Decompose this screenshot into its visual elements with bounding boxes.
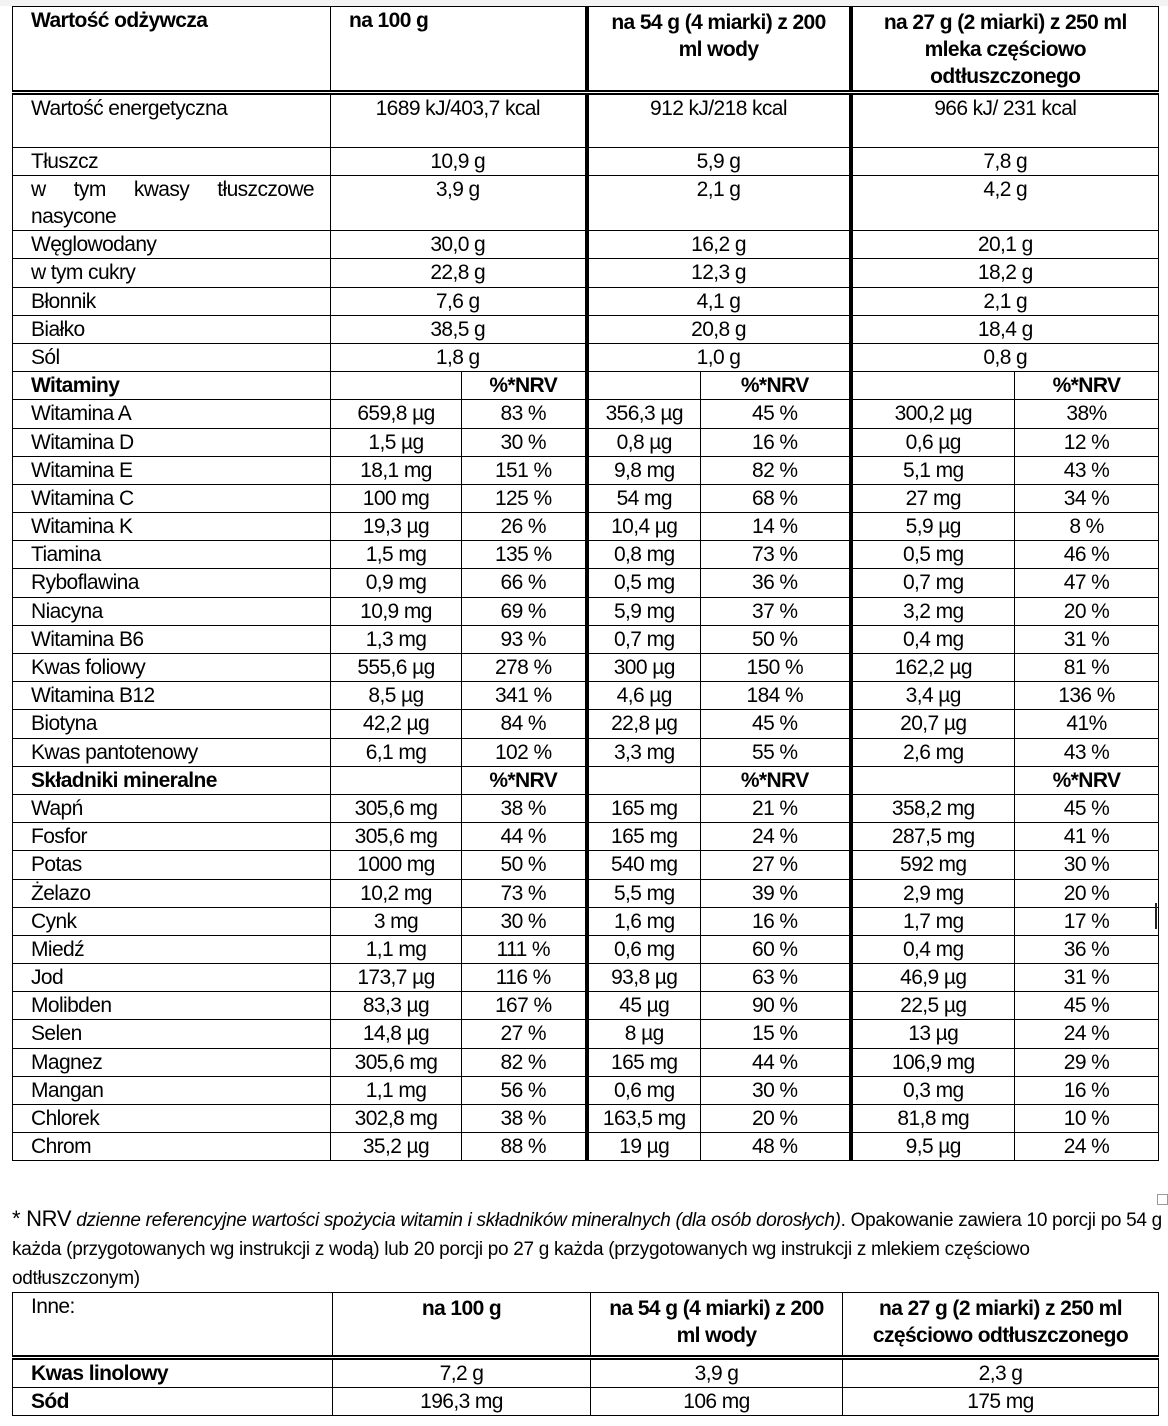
nrv-value: 151 %: [462, 456, 587, 484]
amount-value: 302,8 mg: [331, 1105, 462, 1133]
other-row: [13, 1388, 1159, 1416]
header-per-27g: na 27 g (2 miarki) z 250 ml mleka częściowo odtłuszczonego: [851, 7, 1159, 93]
other-value: 7,2 g: [333, 1358, 591, 1388]
nrv-value: 41 %: [1015, 823, 1159, 851]
nrv-value: 60 %: [701, 935, 851, 963]
amount-value: 0,4 mg: [851, 935, 1015, 963]
amount-value: 1,1 mg: [331, 1076, 462, 1104]
vitamin-row: [13, 541, 1159, 569]
nrv-value: 88 %: [462, 1133, 587, 1161]
header-per-54g: na 54 g (4 miarki) z 200 ml wody: [587, 7, 851, 93]
energy-row: [13, 93, 1159, 148]
macro-value: 16,2 g: [587, 231, 851, 259]
nrv-value: 341 %: [462, 682, 587, 710]
vitamin-row: [13, 597, 1159, 625]
energy-value: 966 kJ/ 231 kcal: [851, 93, 1159, 148]
other-label: Kwas linolowy: [13, 1358, 333, 1388]
vitamin-label: Kwas foliowy: [13, 654, 331, 682]
nrv-value: 45 %: [701, 710, 851, 738]
mineral-label: Cynk: [13, 907, 331, 935]
other-header-per-100g: na 100 g: [333, 1293, 591, 1358]
amount-value: 592 mg: [851, 851, 1015, 879]
mineral-row: [13, 964, 1159, 992]
amount-value: 46,9 µg: [851, 964, 1015, 992]
footnote: [12, 1204, 1162, 1293]
nrv-value: 24 %: [1015, 1020, 1159, 1048]
nrv-value: 278 %: [462, 654, 587, 682]
other-value: 175 mg: [843, 1388, 1159, 1416]
amount-value: 54 mg: [587, 484, 701, 512]
nrv-value: 44 %: [701, 1048, 851, 1076]
amount-value: 1,7 mg: [851, 907, 1015, 935]
other-value: 2,3 g: [843, 1358, 1159, 1388]
energy-value: 912 kJ/218 kcal: [587, 93, 851, 148]
amount-value: 0,4 mg: [851, 625, 1015, 653]
amount-value: 305,6 mg: [331, 794, 462, 822]
nrv-value: 83 %: [462, 400, 587, 428]
nrv-value: 93 %: [462, 625, 587, 653]
vitamin-row: [13, 654, 1159, 682]
amount-value: 305,6 mg: [331, 823, 462, 851]
macro-row: [13, 231, 1159, 259]
amount-value: 300,2 µg: [851, 400, 1015, 428]
nrv-value: 150 %: [701, 654, 851, 682]
nrv-value: 38%: [1015, 400, 1159, 428]
nrv-value: 15 %: [701, 1020, 851, 1048]
amount-value: 1000 mg: [331, 851, 462, 879]
vitamin-row: [13, 513, 1159, 541]
amount-value: 20,7 µg: [851, 710, 1015, 738]
amount-header-blank: [587, 766, 701, 794]
amount-value: 540 mg: [587, 851, 701, 879]
amount-value: 165 mg: [587, 823, 701, 851]
amount-value: 14,8 µg: [331, 1020, 462, 1048]
mineral-row: [13, 794, 1159, 822]
mineral-header: Składniki mineralne: [13, 766, 331, 794]
nrv-value: 45 %: [701, 400, 851, 428]
nrv-value: 12 %: [1015, 428, 1159, 456]
amount-value: 0,6 µg: [851, 428, 1015, 456]
nrv-value: 16 %: [701, 428, 851, 456]
amount-value: 0,8 mg: [587, 541, 701, 569]
amount-value: 165 mg: [587, 794, 701, 822]
footnote-rest: . Opakowanie zawiera 10 porcji po 54 g każda (przygotowanych wg instrukcji z wodą) lub 20 porcji po 27 g każda (przygotowanych wg instrukcji z mlekiem częściowo odtłuszczonym): [12, 1210, 1162, 1289]
amount-value: 83,3 µg: [331, 992, 462, 1020]
nrv-value: 39 %: [701, 879, 851, 907]
amount-value: 3,2 mg: [851, 597, 1015, 625]
amount-value: 27 mg: [851, 484, 1015, 512]
amount-value: 8,5 µg: [331, 682, 462, 710]
energy-value: 1689 kJ/403,7 kcal: [331, 93, 587, 148]
vitamin-label: Tiamina: [13, 541, 331, 569]
mineral-row: [13, 1076, 1159, 1104]
macro-value: 22,8 g: [331, 259, 587, 287]
macro-value: 2,1 g: [851, 287, 1159, 315]
amount-value: 3,4 µg: [851, 682, 1015, 710]
nrv-value: 125 %: [462, 484, 587, 512]
mineral-label: Fosfor: [13, 823, 331, 851]
nrv-value: 73 %: [462, 879, 587, 907]
amount-value: 19 µg: [587, 1133, 701, 1161]
vitamin-label: Kwas pantotenowy: [13, 738, 331, 766]
amount-value: 5,9 µg: [851, 513, 1015, 541]
amount-value: 165 mg: [587, 1048, 701, 1076]
nrv-value: 36 %: [1015, 935, 1159, 963]
macro-value: 38,5 g: [331, 315, 587, 343]
nrv-value: 45 %: [1015, 794, 1159, 822]
mineral-label: Jod: [13, 964, 331, 992]
nrv-value: 31 %: [1015, 625, 1159, 653]
macro-value: 18,2 g: [851, 259, 1159, 287]
amount-value: 5,9 mg: [587, 597, 701, 625]
vitamin-label: Biotyna: [13, 710, 331, 738]
other-header-per-27g: na 27 g (2 miarki) z 250 ml częściowo odtłuszczonego: [843, 1293, 1159, 1358]
amount-value: 1,3 mg: [331, 625, 462, 653]
other-row: [13, 1358, 1159, 1388]
macro-row: [13, 176, 1159, 231]
amount-value: 2,6 mg: [851, 738, 1015, 766]
nrv-value: 17 %: [1015, 907, 1159, 935]
nrv-value: 24 %: [1015, 1133, 1159, 1161]
vitamin-label: Witamina D: [13, 428, 331, 456]
macro-row: [13, 287, 1159, 315]
nrv-value: 26 %: [462, 513, 587, 541]
header-nutrient: Wartość odżywcza: [13, 7, 331, 93]
macro-value: 1,8 g: [331, 343, 587, 371]
macro-value: 20,8 g: [587, 315, 851, 343]
vitamin-label: Witamina C: [13, 484, 331, 512]
macro-value: 7,8 g: [851, 148, 1159, 176]
amount-header-blank: [851, 766, 1015, 794]
nrv-value: 73 %: [701, 541, 851, 569]
other-header-row: [13, 1293, 1159, 1358]
nrv-value: 30 %: [462, 907, 587, 935]
amount-value: 0,9 mg: [331, 569, 462, 597]
mineral-label: Selen: [13, 1020, 331, 1048]
amount-value: 0,5 mg: [851, 541, 1015, 569]
mineral-label: Chlorek: [13, 1105, 331, 1133]
vitamin-label: Witamina E: [13, 456, 331, 484]
mineral-label: Magnez: [13, 1048, 331, 1076]
nrv-value: 21 %: [701, 794, 851, 822]
footnote-italic: dzienne referencyjne wartości spożycia witamin i składników mineralnych (dla osób dorosłych): [76, 1210, 841, 1231]
amount-value: 358,2 mg: [851, 794, 1015, 822]
macro-value: 20,1 g: [851, 231, 1159, 259]
nrv-value: 20 %: [1015, 879, 1159, 907]
header-row: [13, 7, 1159, 93]
nrv-value: 82 %: [462, 1048, 587, 1076]
mineral-row: [13, 1048, 1159, 1076]
mineral-label: Wapń: [13, 794, 331, 822]
nrv-header: %*NRV: [462, 372, 587, 400]
macro-value: 30,0 g: [331, 231, 587, 259]
amount-header-blank: [331, 766, 462, 794]
vitamin-row: [13, 738, 1159, 766]
nrv-value: 43 %: [1015, 738, 1159, 766]
macro-label: Tłuszcz: [13, 148, 331, 176]
nrv-header: %*NRV: [1015, 372, 1159, 400]
amount-value: 1,5 mg: [331, 541, 462, 569]
macro-value: 7,6 g: [331, 287, 587, 315]
amount-value: 0,7 mg: [587, 625, 701, 653]
amount-value: 0,8 µg: [587, 428, 701, 456]
amount-value: 1,5 µg: [331, 428, 462, 456]
nutrition-table: [12, 6, 1159, 1161]
nrv-value: 8 %: [1015, 513, 1159, 541]
nrv-header: %*NRV: [701, 372, 851, 400]
amount-value: 81,8 mg: [851, 1105, 1015, 1133]
nrv-value: 41%: [1015, 710, 1159, 738]
macro-label: Błonnik: [13, 287, 331, 315]
amount-value: 45 µg: [587, 992, 701, 1020]
nrv-value: 116 %: [462, 964, 587, 992]
amount-value: 0,6 mg: [587, 935, 701, 963]
nrv-value: 136 %: [1015, 682, 1159, 710]
macro-value: 2,1 g: [587, 176, 851, 231]
amount-header-blank: [587, 372, 701, 400]
amount-value: 93,8 µg: [587, 964, 701, 992]
amount-header-blank: [851, 372, 1015, 400]
energy-label: Wartość energetyczna: [13, 93, 331, 148]
amount-value: 35,2 µg: [331, 1133, 462, 1161]
macro-label: w tym cukry: [13, 259, 331, 287]
macro-label: Białko: [13, 315, 331, 343]
nrv-value: 31 %: [1015, 964, 1159, 992]
amount-value: 555,6 µg: [331, 654, 462, 682]
nrv-value: 30 %: [462, 428, 587, 456]
nrv-value: 63 %: [701, 964, 851, 992]
amount-value: 10,9 mg: [331, 597, 462, 625]
amount-value: 3 mg: [331, 907, 462, 935]
amount-value: 305,6 mg: [331, 1048, 462, 1076]
amount-value: 22,8 µg: [587, 710, 701, 738]
macro-value: 4,1 g: [587, 287, 851, 315]
mineral-label: Żelazo: [13, 879, 331, 907]
mineral-label: Molibden: [13, 992, 331, 1020]
nrv-value: 56 %: [462, 1076, 587, 1104]
nrv-value: 24 %: [701, 823, 851, 851]
amount-value: 19,3 µg: [331, 513, 462, 541]
macro-value: 1,0 g: [587, 343, 851, 371]
amount-value: 5,1 mg: [851, 456, 1015, 484]
nrv-value: 27 %: [701, 851, 851, 879]
nrv-value: 38 %: [462, 794, 587, 822]
nrv-value: 111 %: [462, 935, 587, 963]
nrv-value: 10 %: [1015, 1105, 1159, 1133]
nrv-value: 167 %: [462, 992, 587, 1020]
nrv-value: 14 %: [701, 513, 851, 541]
nrv-value: 184 %: [701, 682, 851, 710]
nrv-value: 68 %: [701, 484, 851, 512]
amount-header-blank: [331, 372, 462, 400]
other-table: [12, 1292, 1159, 1416]
mineral-label: Mangan: [13, 1076, 331, 1104]
mineral-row: [13, 935, 1159, 963]
mineral-row: [13, 823, 1159, 851]
vitamin-row: [13, 456, 1159, 484]
amount-value: 1,6 mg: [587, 907, 701, 935]
amount-value: 6,1 mg: [331, 738, 462, 766]
amount-value: 10,4 µg: [587, 513, 701, 541]
amount-value: 300 µg: [587, 654, 701, 682]
amount-value: 162,2 µg: [851, 654, 1015, 682]
nrv-value: 50 %: [462, 851, 587, 879]
macro-value: 18,4 g: [851, 315, 1159, 343]
mineral-label: Miedź: [13, 935, 331, 963]
nrv-header: %*NRV: [462, 766, 587, 794]
amount-value: 9,5 µg: [851, 1133, 1015, 1161]
nrv-value: 30 %: [1015, 851, 1159, 879]
mineral-row: [13, 992, 1159, 1020]
nrv-value: 82 %: [701, 456, 851, 484]
nrv-value: 81 %: [1015, 654, 1159, 682]
nrv-value: 48 %: [701, 1133, 851, 1161]
nrv-value: 43 %: [1015, 456, 1159, 484]
nrv-header: %*NRV: [701, 766, 851, 794]
macro-label: Węglowodany: [13, 231, 331, 259]
amount-value: 18,1 mg: [331, 456, 462, 484]
nrv-value: 30 %: [701, 1076, 851, 1104]
vitamin-label: Ryboflawina: [13, 569, 331, 597]
amount-value: 163,5 mg: [587, 1105, 701, 1133]
amount-value: 356,3 µg: [587, 400, 701, 428]
vitamin-label: Witamina K: [13, 513, 331, 541]
vitamin-label: Niacyna: [13, 597, 331, 625]
nrv-value: 20 %: [701, 1105, 851, 1133]
vitamin-header: Witaminy: [13, 372, 331, 400]
amount-value: 2,9 mg: [851, 879, 1015, 907]
mineral-row: [13, 851, 1159, 879]
other-value: 196,3 mg: [333, 1388, 591, 1416]
macro-label: Sól: [13, 343, 331, 371]
amount-value: 0,5 mg: [587, 569, 701, 597]
amount-value: 8 µg: [587, 1020, 701, 1048]
amount-value: 100 mg: [331, 484, 462, 512]
nrv-value: 90 %: [701, 992, 851, 1020]
nrv-value: 66 %: [462, 569, 587, 597]
macro-value: 5,9 g: [587, 148, 851, 176]
nrv-value: 102 %: [462, 738, 587, 766]
nrv-value: 45 %: [1015, 992, 1159, 1020]
other-value: 106 mg: [591, 1388, 843, 1416]
vitamin-label: Witamina A: [13, 400, 331, 428]
vitamin-row: [13, 400, 1159, 428]
vitamin-label: Witamina B12: [13, 682, 331, 710]
amount-value: 106,9 mg: [851, 1048, 1015, 1076]
mineral-row: [13, 907, 1159, 935]
macro-row: [13, 148, 1159, 176]
mineral-label: Potas: [13, 851, 331, 879]
nrv-value: 20 %: [1015, 597, 1159, 625]
nrv-value: 16 %: [701, 907, 851, 935]
mineral-header-row: [13, 766, 1159, 794]
nrv-value: 37 %: [701, 597, 851, 625]
macro-value: 4,2 g: [851, 176, 1159, 231]
nrv-value: 36 %: [701, 569, 851, 597]
nrv-value: 27 %: [462, 1020, 587, 1048]
amount-value: 659,8 µg: [331, 400, 462, 428]
vitamin-row: [13, 428, 1159, 456]
mineral-row: [13, 1133, 1159, 1161]
nrv-value: 47 %: [1015, 569, 1159, 597]
amount-value: 0,7 mg: [851, 569, 1015, 597]
text-cursor: [1155, 903, 1157, 929]
nrv-value: 16 %: [1015, 1076, 1159, 1104]
amount-value: 0,3 mg: [851, 1076, 1015, 1104]
macro-row: [13, 315, 1159, 343]
other-label: Sód: [13, 1388, 333, 1416]
amount-value: 10,2 mg: [331, 879, 462, 907]
vitamin-row: [13, 710, 1159, 738]
amount-value: 9,8 mg: [587, 456, 701, 484]
nrv-header: %*NRV: [1015, 766, 1159, 794]
nrv-value: 55 %: [701, 738, 851, 766]
amount-value: 22,5 µg: [851, 992, 1015, 1020]
nrv-value: 44 %: [462, 823, 587, 851]
amount-value: 13 µg: [851, 1020, 1015, 1048]
nrv-value: 135 %: [462, 541, 587, 569]
macro-value: 12,3 g: [587, 259, 851, 287]
nrv-value: 38 %: [462, 1105, 587, 1133]
vitamin-header-row: [13, 372, 1159, 400]
amount-value: 1,1 mg: [331, 935, 462, 963]
amount-value: 42,2 µg: [331, 710, 462, 738]
amount-value: 4,6 µg: [587, 682, 701, 710]
vitamin-label: Witamina B6: [13, 625, 331, 653]
vitamin-row: [13, 625, 1159, 653]
mineral-label: Chrom: [13, 1133, 331, 1161]
other-value: 3,9 g: [591, 1358, 843, 1388]
macro-value: 3,9 g: [331, 176, 587, 231]
nrv-value: 50 %: [701, 625, 851, 653]
amount-value: 0,6 mg: [587, 1076, 701, 1104]
vitamin-row: [13, 484, 1159, 512]
macro-value: 10,9 g: [331, 148, 587, 176]
nrv-value: 29 %: [1015, 1048, 1159, 1076]
mineral-row: [13, 1020, 1159, 1048]
other-header-per-54g: na 54 g (4 miarki) z 200 ml wody: [591, 1293, 843, 1358]
nrv-value: 69 %: [462, 597, 587, 625]
nrv-value: 84 %: [462, 710, 587, 738]
footnote-marker: * NRV: [12, 1206, 72, 1231]
macro-row: [13, 343, 1159, 371]
amount-value: 5,5 mg: [587, 879, 701, 907]
macro-value: 0,8 g: [851, 343, 1159, 371]
nrv-value: 34 %: [1015, 484, 1159, 512]
vitamin-row: [13, 569, 1159, 597]
mineral-row: [13, 879, 1159, 907]
amount-value: 287,5 mg: [851, 823, 1015, 851]
header-per-100g: na 100 g: [331, 7, 587, 93]
nrv-value: 46 %: [1015, 541, 1159, 569]
other-header-label: Inne:: [13, 1293, 333, 1358]
amount-value: 3,3 mg: [587, 738, 701, 766]
macro-label: w tym kwasy tłuszczowe nasycone: [13, 176, 331, 231]
mineral-row: [13, 1105, 1159, 1133]
macro-row: [13, 259, 1159, 287]
amount-value: 173,7 µg: [331, 964, 462, 992]
vitamin-row: [13, 682, 1159, 710]
